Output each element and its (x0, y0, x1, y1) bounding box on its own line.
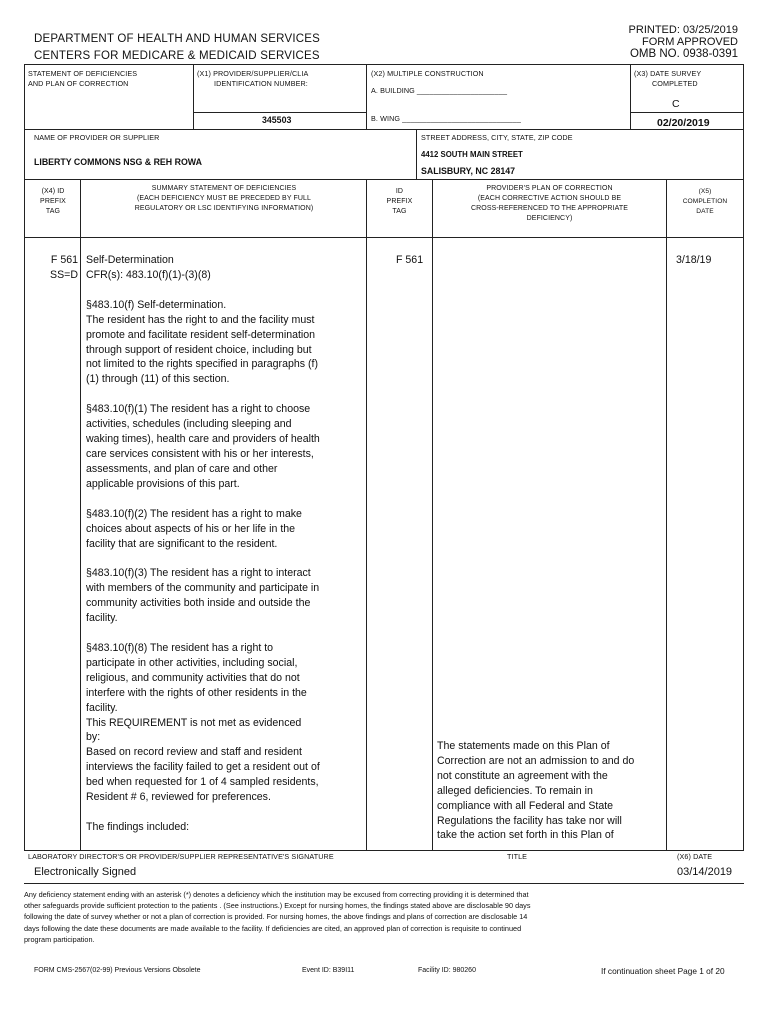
x5-header (667, 187, 743, 217)
signature-label: LABORATORY DIRECTOR'S OR PROVIDER/SUPPLIER REPRESENTATIVE'S SIGNATURE (28, 852, 334, 861)
event-id: Event ID: B39I11 (302, 967, 355, 974)
department-title: DEPARTMENT OF HEALTH AND HUMAN SERVICES (34, 33, 320, 45)
signature-date: 03/14/2019 (677, 866, 733, 878)
statement-of-deficiencies-label (28, 69, 137, 88)
id-header-line: PREFIX (386, 198, 413, 205)
print-info (518, 24, 738, 60)
deficiency-tag: F 561 (50, 254, 78, 266)
plan-header-line: CROSS-REFERENCED TO THE APPROPRIATE (470, 205, 628, 212)
x5-header-line: COMPLETION (682, 198, 728, 205)
x1-label (197, 69, 363, 88)
id-header (367, 187, 432, 217)
facility-id: Facility ID: 980260 (418, 967, 476, 974)
agency-title: CENTERS FOR MEDICARE & MEDICAID SERVICES (34, 50, 320, 62)
provider-name: LIBERTY COMMONS NSG & REH ROWA (34, 157, 202, 167)
survey-date: 02/20/2019 (657, 117, 710, 129)
title-label: TITLE (507, 852, 528, 861)
survey-code: C (672, 98, 680, 110)
plan-header-line: (EACH CORRECTIVE ACTION SHOULD BE (477, 195, 622, 202)
address-label: STREET ADDRESS, CITY, STATE, ZIP CODE (421, 133, 573, 142)
signature-value: Electronically Signed (34, 866, 137, 878)
signature-date-label: (X6) DATE (677, 852, 713, 861)
summary-paragraph: The findings included: (86, 821, 190, 833)
statement-label-line2: AND PLAN OF CORRECTION (28, 78, 129, 88)
plan-header-line: DEFICIENCY) (526, 215, 573, 222)
plan-of-correction-text: The statements made on this Plan of Correction are not an admission to and do not constitute an agreement with the alleged deficiencies. To remain in compliance with all Federal and State Regulations the facility has take nor will take the action set forth in this Plan of (437, 740, 635, 842)
summary-paragraph: §483.10(f)(2) The resident has a right to make choices about aspects of his or her life in the facility that are significant to the resident. (86, 507, 302, 550)
prefix-tag (26, 253, 78, 283)
id-header-line: ID (395, 188, 404, 195)
provider-id-number: 345503 (262, 115, 292, 125)
summary-header-line: REGULATORY OR LSC IDENTIFYING INFORMATION) (134, 205, 314, 212)
summary-paragraph: §483.10(f)(1) The resident has a right to choose activities, schedules (including sleeping and waking times), health care and providers of health care services consistent with his or her interests, assessments, and plan of care and other applicable provisions of this part. (86, 403, 320, 490)
x1-label-line1: (X1) PROVIDER/SUPPLIER/CLIA (197, 69, 309, 78)
x5-header-line: DATE (696, 208, 714, 215)
id-header-line: TAG (392, 208, 407, 215)
plan-header (433, 184, 666, 224)
x4-header (26, 187, 80, 217)
form-approved: FORM APPROVED (642, 36, 738, 48)
page-indicator: If continuation sheet Page 1 of 20 (601, 966, 725, 976)
deficiency-summary (86, 253, 364, 850)
x3-label-line1: (X3) DATE SURVEY (634, 69, 702, 78)
omb-number: OMB NO. 0938-0391 (629, 48, 738, 60)
building-field: A. BUILDING ______________________ (371, 86, 508, 95)
x4-header-line: PREFIX (40, 198, 66, 205)
summary-header-line: (EACH DEFICIENCY MUST BE PRECEDED BY FULL (136, 195, 312, 202)
statement-label-line1: STATEMENT OF DEFICIENCIES (28, 69, 138, 78)
completion-date: 3/18/19 (676, 254, 712, 266)
x4-header-line: (X4) ID (41, 188, 65, 195)
disclosure-notice: Any deficiency statement ending with an asterisk (*) denotes a deficiency which the institution may be excused from correcting providing it is determined that other safeguards provide sufficient protection to the patients . (See instructions.) Except for nursing homes, the findings stated above are disclosable 90 days following the date of survey whether or not a plan of correction is provided. For nursing homes, the above findings and plans of correction are disclosable 14 days following the date these documents are made available to the facility. If deficiencies are cited, an approved plan of correction is requisite to continued program participation. (24, 890, 531, 944)
x5-header-line: (X5) (698, 188, 712, 195)
wing-field: B. WING _____________________________ (371, 114, 521, 123)
x2-label: (X2) MULTIPLE CONSTRUCTION (371, 69, 484, 78)
x3-label-line2: COMPLETED (652, 78, 698, 88)
x1-label-line2: IDENTIFICATION NUMBER: (214, 78, 308, 88)
scope-severity: SS=D (50, 268, 78, 281)
summary-paragraph: §483.10(f)(8) The resident has a right to participate in other activities, including social, religious, and community activities that do not interfere with the rights of other residents in the facility. This REQUIREMENT is not met as evidenced by: Based on record review and staff and resident interviews the facility failed to get a resident out of bed when requested for 1 of 4 sampled residents, Resident # 6, reviewed for preferences. (86, 642, 320, 804)
summary-paragraph: §483.10(f)(3) The resident has a right to interact with members of the community and participate in community activities both inside and outside the facility. (86, 567, 320, 625)
x4-header-line: TAG (45, 208, 61, 215)
x3-label (634, 69, 701, 88)
printed-date: PRINTED: 03/25/2019 (628, 24, 738, 36)
summary-header-line: SUMMARY STATEMENT OF DEFICIENCIES (151, 185, 297, 192)
summary-header (82, 184, 366, 214)
summary-paragraph: Self-Determination CFR(s): 483.10(f)(1)-(3)(8) (86, 254, 211, 281)
form-number: FORM CMS-2567(02-99) Previous Versions Obsolete (34, 967, 201, 974)
id-prefix-tag: F 561 (396, 254, 424, 266)
provider-name-label: NAME OF PROVIDER OR SUPPLIER (34, 133, 160, 142)
city-state-zip: SALISBURY, NC 28147 (421, 166, 516, 176)
street-address: 4412 SOUTH MAIN STREET (421, 150, 523, 159)
summary-paragraph: §483.10(f) Self-determination. The resident has the right to and the facility must promote and facilitate resident self-determination through support of resident choice, including but not limited to the rights specified in paragraphs (f) (1) through (11) of this section. (86, 298, 319, 386)
plan-header-line: PROVIDER'S PLAN OF CORRECTION (486, 185, 613, 192)
